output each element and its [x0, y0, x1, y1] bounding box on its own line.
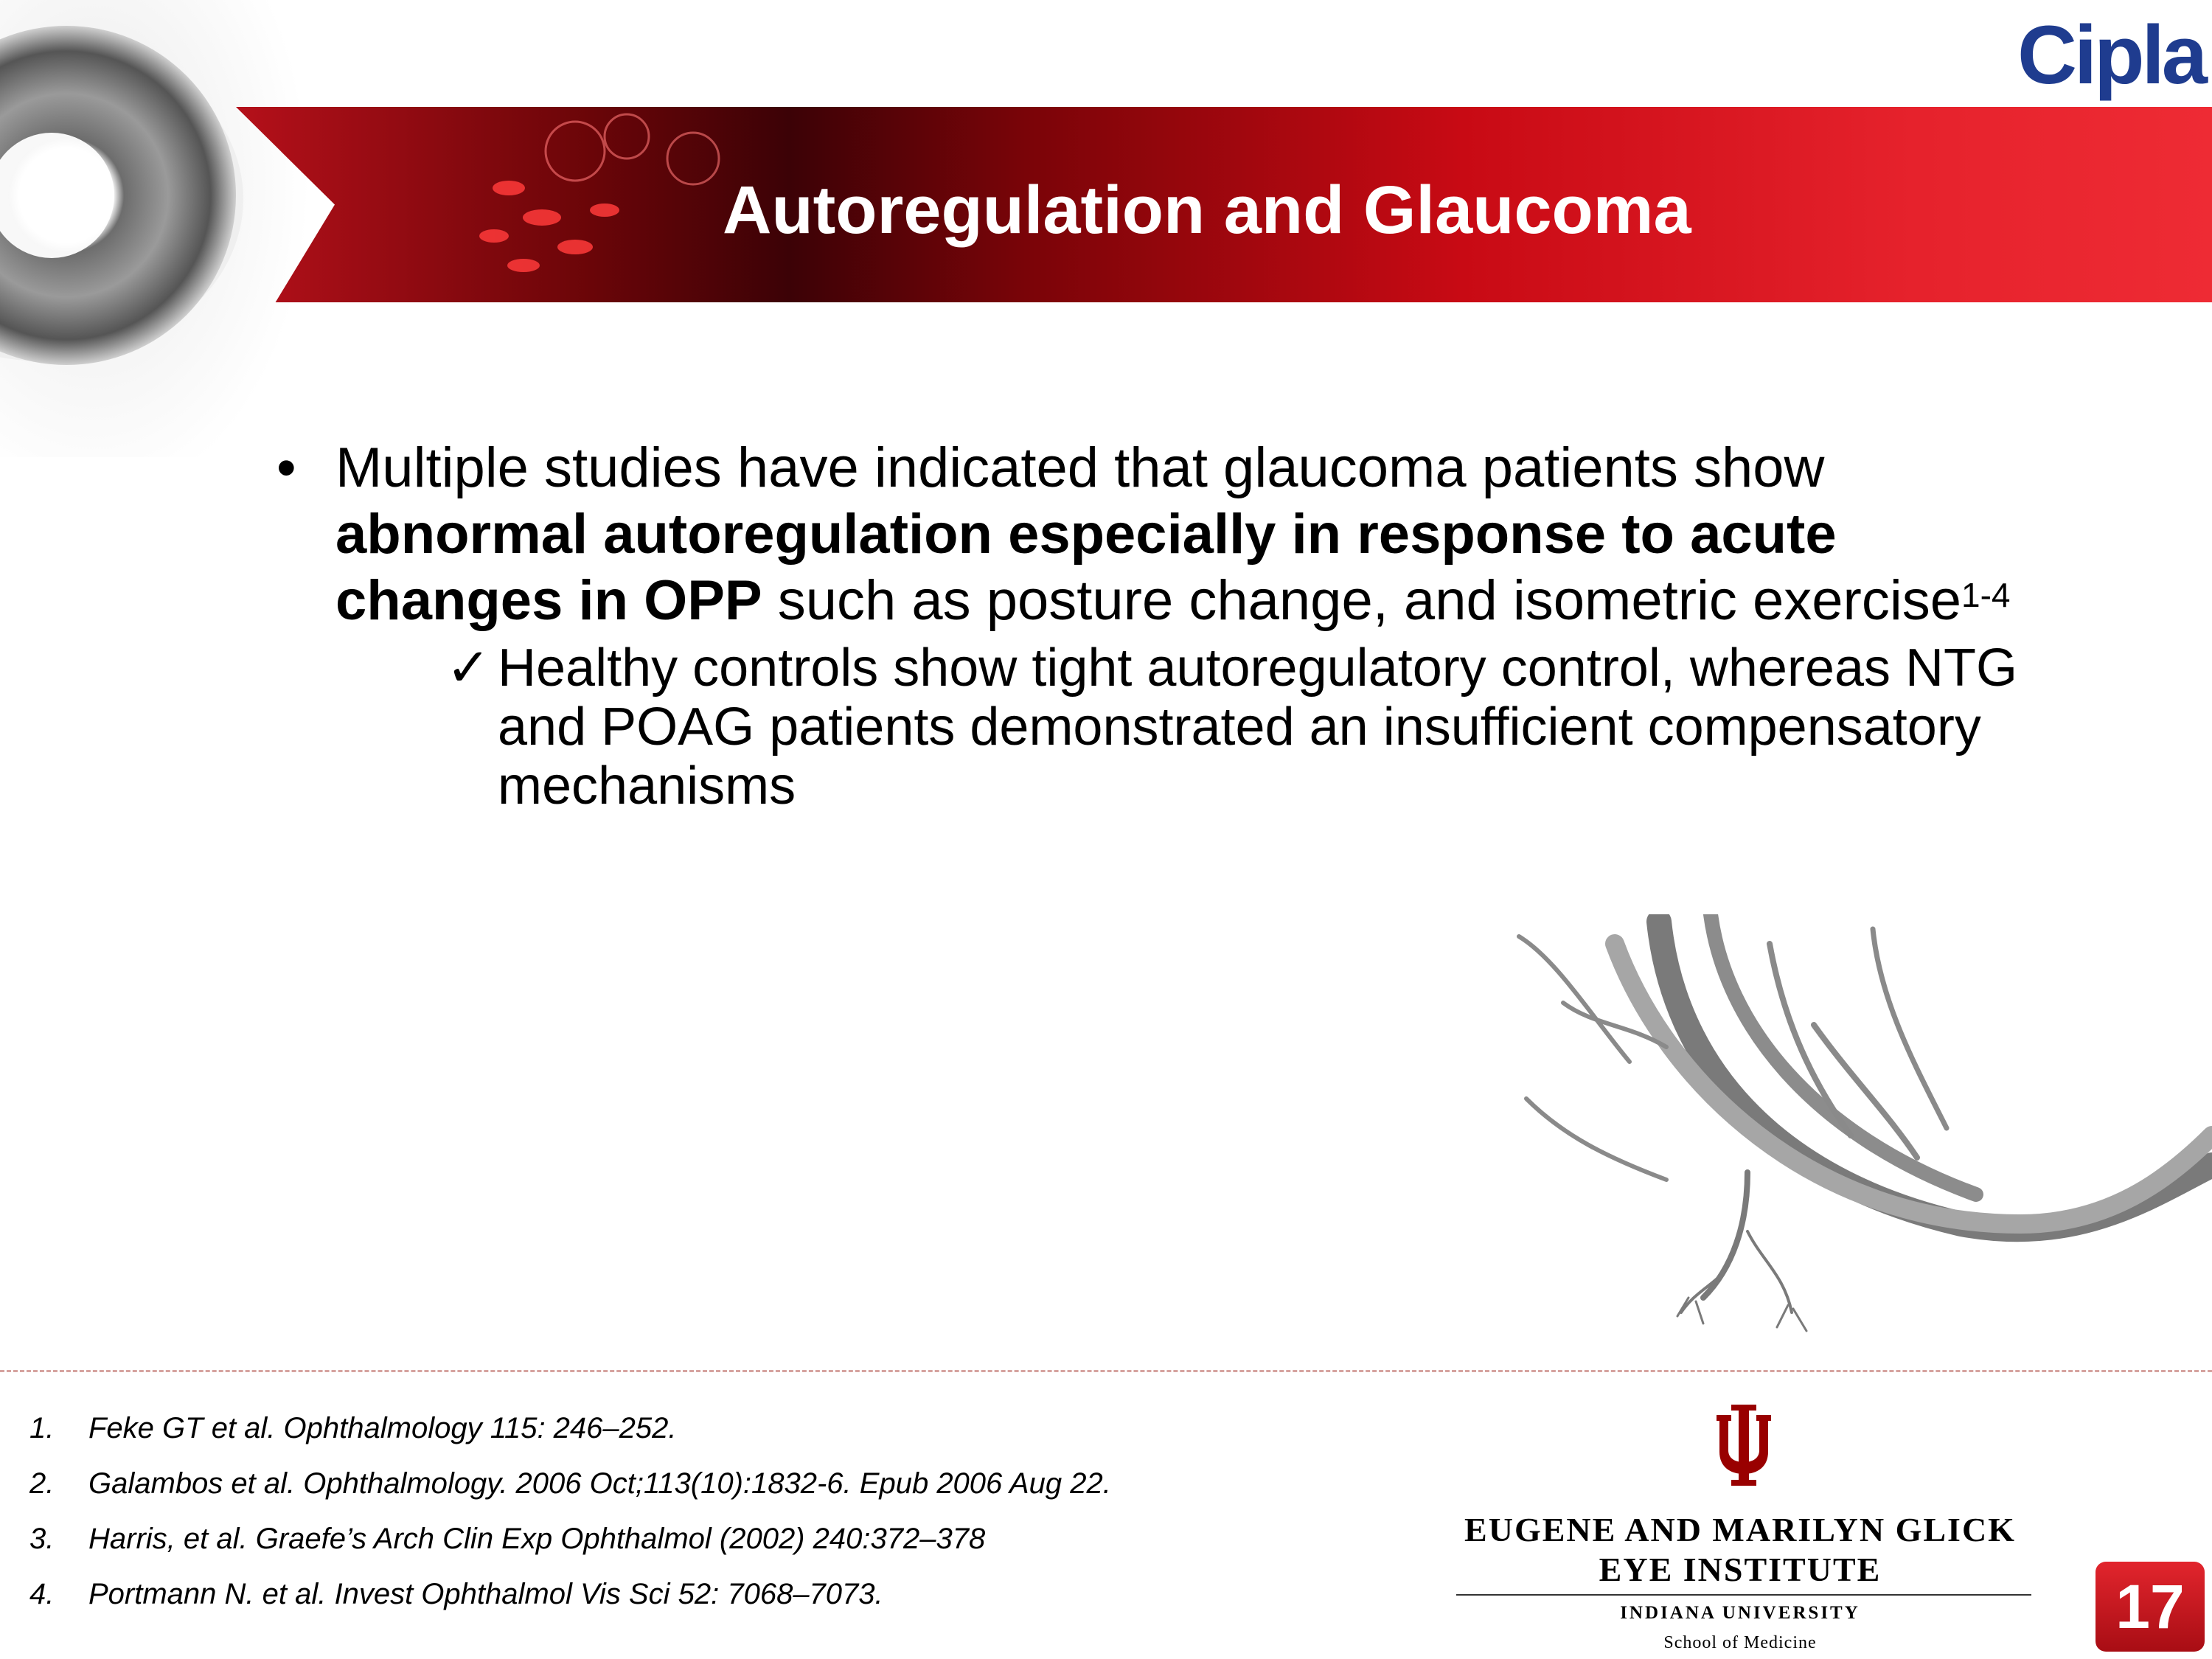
iu-trident-icon	[1711, 1405, 1777, 1486]
reference-text: Portmann N. et al. Invest Ophthalmol Vis Sci 52: 7068–7073.	[88, 1578, 883, 1610]
reference-list	[29, 1412, 1283, 1633]
reference-number: 1.	[29, 1412, 55, 1444]
reference-number: 3.	[29, 1523, 55, 1555]
bullet-symbol: •	[276, 437, 296, 499]
slide-title: Autoregulation and Glaucoma	[723, 173, 1691, 248]
checkmark-icon: ✓	[446, 639, 491, 698]
reference-text: Harris, et al. Graefe’s Arch Clin Exp Ophthalmol (2002) 240:372–378	[88, 1523, 986, 1555]
bullet-text-bold: abnormal autoregulation especially in response to acute changes in OPP	[335, 503, 1837, 632]
university-name: INDIANA UNIVERSITY	[1620, 1603, 1860, 1623]
reference-item	[29, 1578, 1283, 1633]
reference-item	[29, 1523, 1283, 1578]
institute-name-line1: EUGENE AND MARILYN GLICK	[1464, 1511, 2016, 1548]
blood-vessel-image	[1504, 914, 2212, 1357]
school-name: School of Medicine	[1663, 1633, 1817, 1652]
sub-bullet-text: Healthy controls show tight autoregulatory control, whereas NTG and POAG patients demonstrated an insufficient compensatory mechanisms	[498, 639, 2017, 815]
cipla-logo: Cipla	[2017, 9, 2205, 101]
reference-item	[29, 1412, 1283, 1467]
reference-number: 2.	[29, 1467, 55, 1500]
institute-name-line2: EYE INSTITUTE	[1599, 1551, 1882, 1588]
bullet-text-start: Multiple studies have indicated that glaucoma patients show	[335, 437, 1825, 499]
page-number-badge: 17	[2096, 1562, 2205, 1652]
reference-text: Feke GT et al. Ophthalmology 115: 246–252.	[88, 1412, 677, 1444]
bullet-list	[273, 435, 2057, 815]
reference-text: Galambos et al. Ophthalmology. 2006 Oct;113(10):1832-6. Epub 2006 Aug 22.	[88, 1467, 1111, 1500]
bullet-citation: 1-4	[1961, 576, 2011, 614]
footer-divider	[0, 1370, 2212, 1372]
bullet-item	[273, 435, 2057, 634]
sub-bullet-item	[446, 639, 2057, 815]
eye-image	[0, 0, 310, 457]
blood-cells-image	[383, 107, 752, 302]
reference-number: 4.	[29, 1578, 55, 1610]
reference-item	[29, 1467, 1283, 1523]
bullet-text-end: such as posture change, and isometric exercise	[762, 569, 1962, 632]
institute-divider	[1456, 1594, 2031, 1596]
